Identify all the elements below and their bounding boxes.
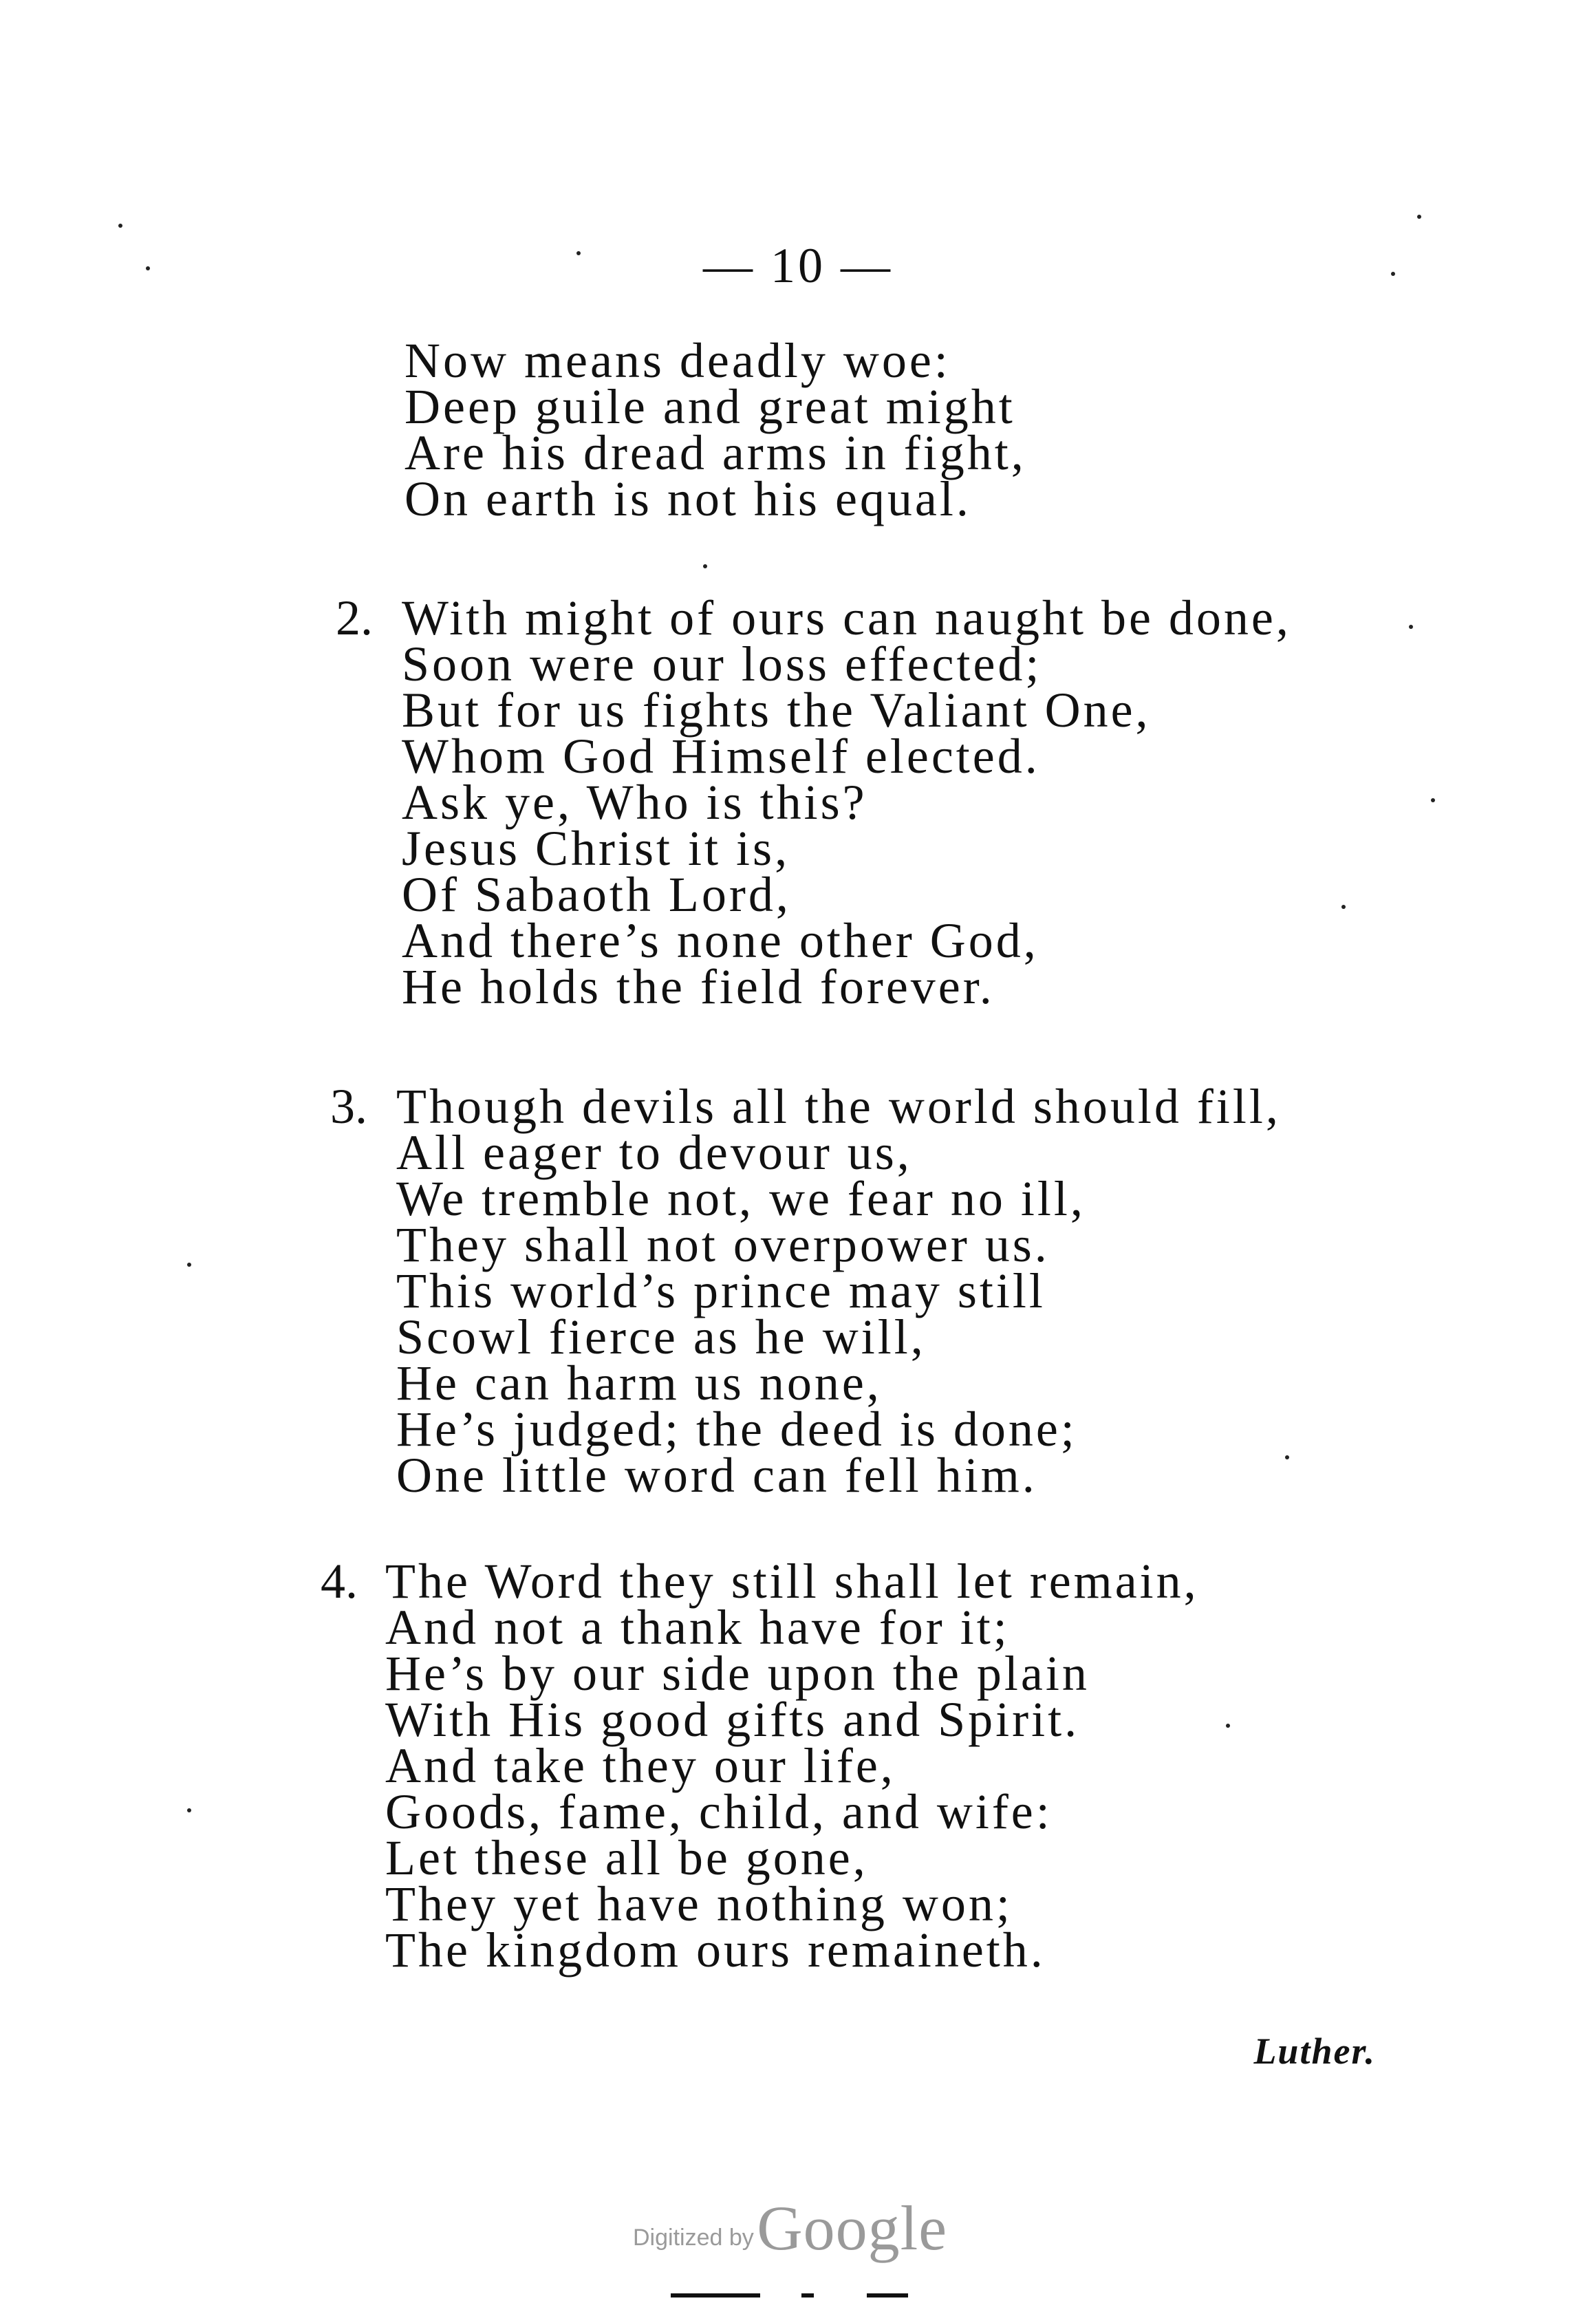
verse-line: Let these all be gone,: [385, 1830, 868, 1885]
scan-speck: [118, 224, 122, 228]
scan-speck: [187, 1263, 191, 1267]
scan-speck: [146, 266, 150, 270]
verse-line: Goods, fame, child, and wife:: [385, 1784, 1053, 1839]
verse-line: All eager to devour us,: [396, 1125, 912, 1180]
verse-line: Jesus Christ it is,: [402, 821, 790, 876]
page-number: — 10 —: [703, 238, 893, 293]
opening-line: Now means deadly woe:: [405, 333, 951, 388]
verse-line: And not a thank have for it;: [385, 1600, 1010, 1655]
scan-speck: [703, 564, 707, 568]
verse-line: He’s judged; the deed is done;: [396, 1402, 1077, 1457]
google-logo: Google: [757, 2193, 948, 2263]
scan-speck: [1417, 215, 1421, 219]
scan-edge-mark: [867, 2293, 908, 2297]
verse-line: Whom God Himself elected.: [402, 729, 1040, 784]
verse-line: But for us fights the Valiant One,: [402, 683, 1151, 738]
verse-number: 2.: [336, 590, 373, 645]
verse-line: He’s by our side upon the plain: [385, 1646, 1090, 1701]
scan-speck: [1431, 798, 1435, 802]
opening-line: Are his dread arms in fight,: [405, 425, 1026, 480]
verse-line: And take they our life,: [385, 1738, 896, 1793]
verse-number: 4.: [321, 1554, 358, 1609]
verse-line: They shall not overpower us.: [396, 1217, 1050, 1272]
scan-speck: [1285, 1455, 1289, 1459]
verse-line: The Word they still shall let remain,: [385, 1554, 1199, 1609]
scan-speck: [187, 1808, 191, 1812]
verse-line: Soon were our loss effected;: [402, 636, 1042, 692]
verse-line: One little word can fell him.: [396, 1448, 1037, 1503]
opening-line: On earth is not his equal.: [405, 471, 971, 526]
scan-edge-mark: [671, 2293, 760, 2297]
watermark-prefix: Digitized by: [633, 2225, 754, 2251]
verse-line: With might of ours can naught be done,: [402, 590, 1291, 645]
verse-number: 3.: [330, 1079, 367, 1134]
verse-line: We tremble not, we fear no ill,: [396, 1171, 1086, 1226]
verse-line: This world’s prince may still: [396, 1263, 1046, 1318]
verse-line: He can harm us none,: [396, 1356, 882, 1411]
scan-speck: [1391, 272, 1395, 276]
verse-line: Ask ye, Who is this?: [402, 775, 867, 830]
verse-line: He holds the field forever.: [402, 959, 995, 1014]
verse-line: Though devils all the world should fill,: [396, 1079, 1281, 1134]
scan-edge-mark: [801, 2293, 814, 2297]
scan-speck: [1409, 625, 1413, 629]
opening-line: Deep guile and great might: [405, 379, 1015, 434]
author-attribution: Luther.: [1253, 2031, 1376, 2072]
verse-line: With His good gifts and Spirit.: [385, 1692, 1080, 1747]
scan-speck: [576, 251, 581, 255]
verse-line: The kingdom ours remaineth.: [385, 1922, 1046, 1978]
verse-line: Scowl fierce as he will,: [396, 1309, 926, 1364]
verse-line: Of Sabaoth Lord,: [402, 867, 791, 922]
verse-line: And there’s none other God,: [402, 913, 1039, 968]
digitized-watermark: [633, 2192, 947, 2264]
scan-speck: [1226, 1724, 1230, 1728]
verse-line: They yet have nothing won;: [385, 1876, 1013, 1931]
scan-speck: [1341, 905, 1346, 909]
